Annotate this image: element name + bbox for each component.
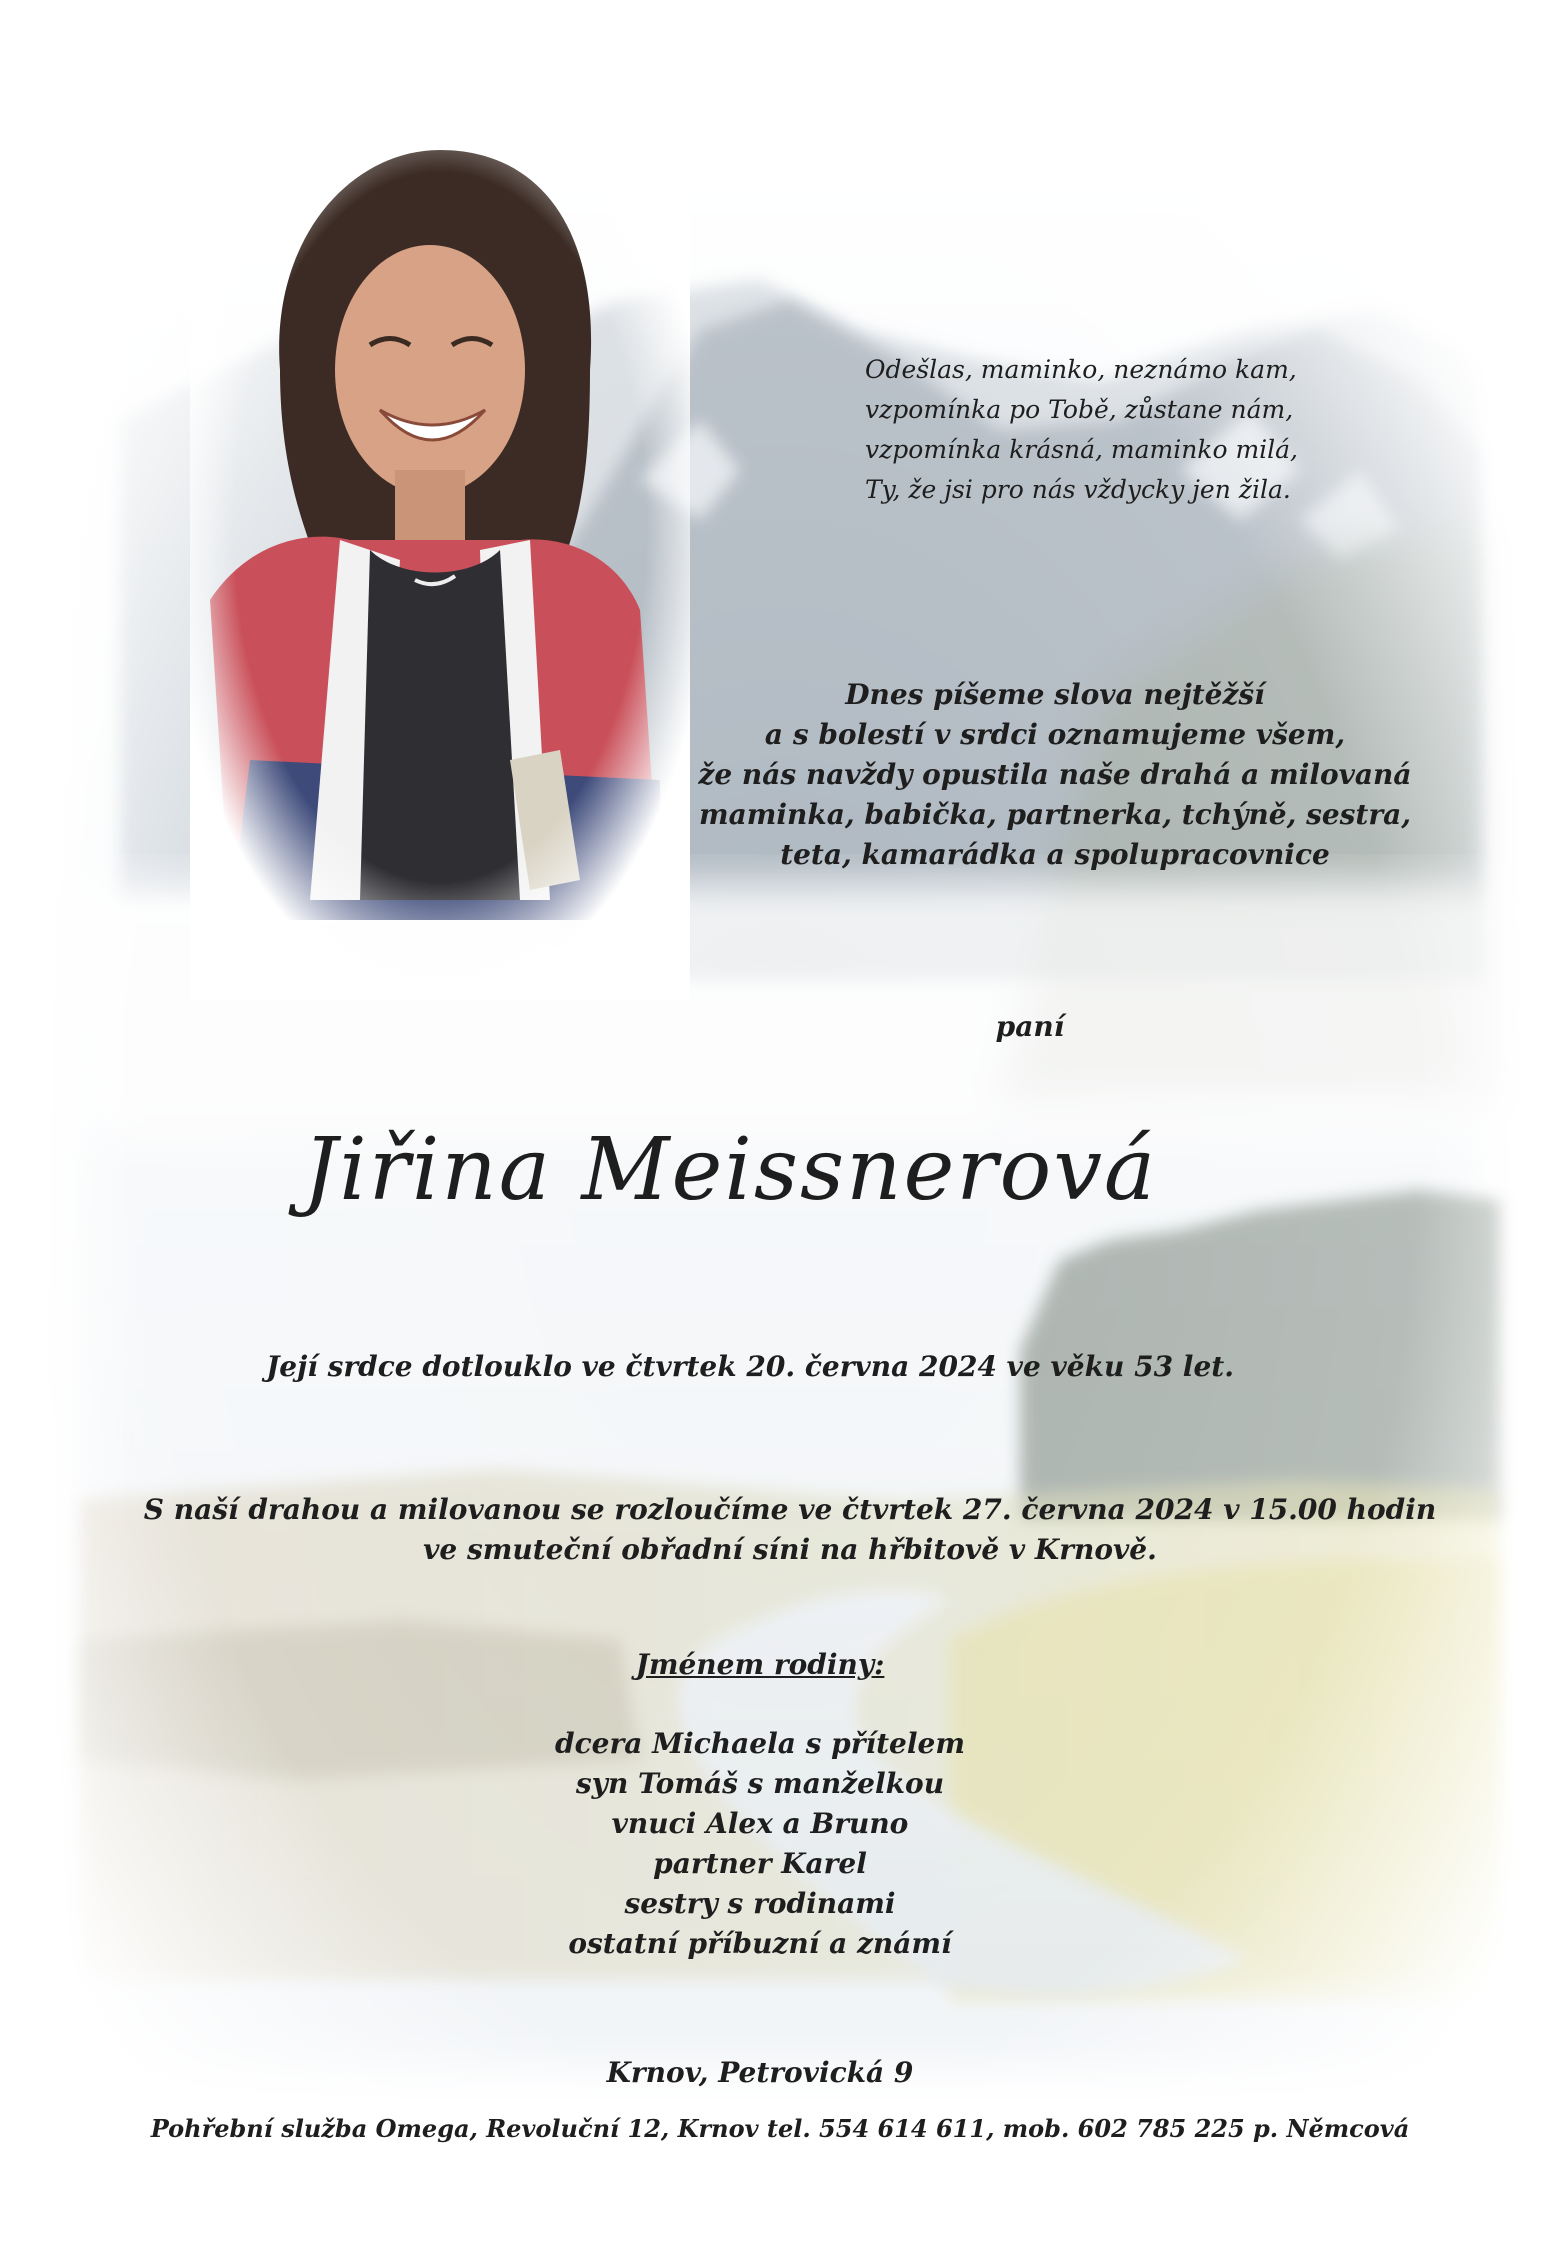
family-member: ostatní příbuzní a známí [568, 1927, 952, 1960]
family-member: sestry s rodinami [624, 1887, 896, 1920]
service-details [100, 1490, 1480, 1570]
service-line: ve smuteční obřadní síni na hřbitově v Krnově. [423, 1533, 1157, 1566]
family-member: partner Karel [653, 1847, 867, 1880]
announcement-line: maminka, babička, partnerka, tchýně, sestra, [698, 798, 1412, 831]
announcement-line: teta, kamarádka a spolupracovnice [780, 838, 1330, 871]
announcement [620, 675, 1490, 875]
poem-line: Odešlas, maminko, neznámo kam, [865, 355, 1297, 384]
family-member: syn Tomáš s manželkou [575, 1767, 945, 1800]
portrait-photo [190, 140, 690, 1000]
poem-line: Ty, že jsi pro nás vždycky jen žila. [865, 475, 1291, 504]
poem-line: vzpomínka krásná, maminko milá, [865, 435, 1298, 464]
poem-line: vzpomínka po Tobě, zůstane nám, [865, 395, 1294, 424]
family-member: vnuci Alex a Bruno [611, 1807, 909, 1840]
poem [790, 350, 1350, 510]
announcement-line: a s bolestí v srdci oznamujeme všem, [764, 718, 1346, 751]
announcement-line: Dnes píšeme slova nejtěžší [845, 678, 1265, 711]
honorific: paní [995, 1010, 1065, 1043]
announcement-line: že nás navždy opustila naše drahá a milovaná [698, 758, 1412, 791]
address: Krnov, Petrovická 9 [606, 2056, 914, 2089]
family-list [450, 1724, 1070, 1964]
family-member: dcera Michaela s přítelem [555, 1727, 965, 1760]
service-line: S naší drahou a milovanou se rozloučíme ve čtvrtek 27. června 2024 v 15.00 hodin [143, 1493, 1437, 1526]
family-heading: Jménem rodiny: [635, 1648, 885, 1681]
death-notice: Její srdce dotlouklo ve čtvrtek 20. června 2024 ve věku 53 let. [266, 1350, 1234, 1383]
funeral-service-info: Pohřební služba Omega, Revoluční 12, Krnov tel. 554 614 611, mob. 602 785 225 p. Němcová [150, 2114, 1410, 2143]
deceased-name: Jiřina Meissnerová [302, 1120, 1158, 1220]
